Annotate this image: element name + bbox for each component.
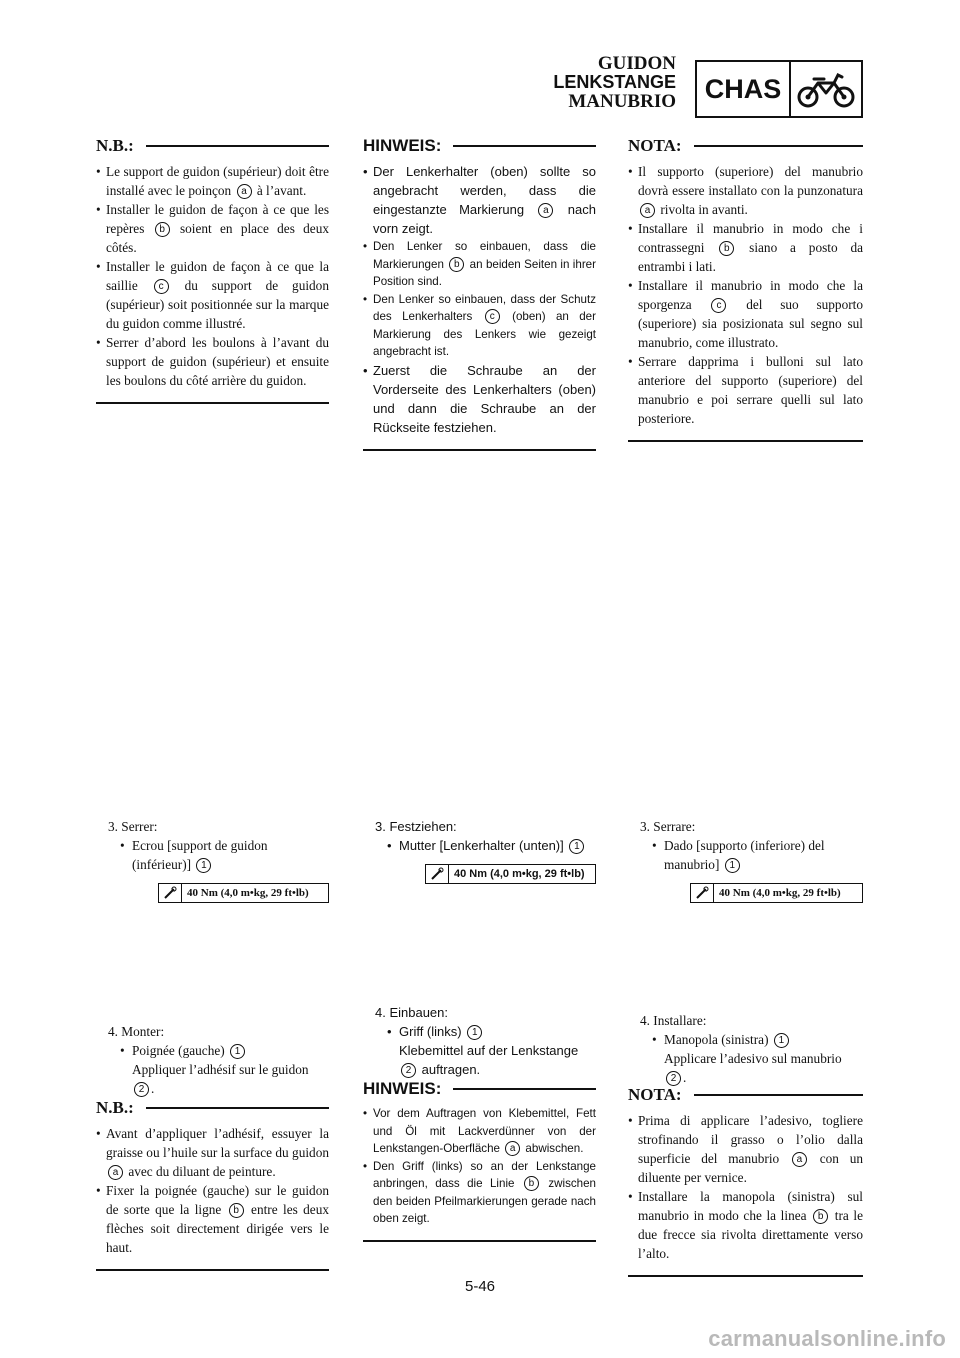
ref-marker: b — [449, 257, 464, 272]
divider — [96, 1269, 329, 1271]
note-item: • Serrer d’abord les boulons à l’avant du support de guidon (supérieur) et ensuite les boulons du côté arrière du guidon. — [96, 333, 329, 390]
note-title: NOTA: — [628, 136, 682, 155]
note-item: • Vor dem Auftragen von Klebemittel, Fett und Öl mit Lackverdünner von der Lenkstangen-Oberfläche a abwischen. — [363, 1105, 596, 1158]
step-label: 3. Serrer: — [108, 819, 158, 834]
step-label: 4. Installare: — [640, 1013, 707, 1028]
step-label: 3. Serrare: — [640, 819, 696, 834]
note-item: • Den Griff (links) so an der Lenkstange anbringen, dass die Linie b zwischen den beiden Pfeilmarkierungen gerade nach oben zeigt. — [363, 1158, 596, 1228]
note-item: • Serrare dapprima i bulloni sul lato anteriore del supporto (superiore) del manubrio e poi serrare quelli sul lato posteriore. — [628, 352, 863, 428]
header-title-it: MANUBRIO — [568, 91, 676, 112]
torque-value: 40 Nm (4,0 m•kg, 29 ft•lb) — [181, 884, 328, 902]
step-action: Klebemittel auf der Lenkstange 2 auftragen. — [399, 1043, 579, 1077]
note-title: N.B.: — [96, 136, 134, 155]
section-code: CHAS — [697, 62, 791, 116]
divider — [628, 1275, 863, 1277]
section-badge — [695, 60, 863, 118]
divider — [363, 449, 596, 451]
step-item: • Ecrou [support de guidon (inférieur)] 1 — [96, 836, 329, 874]
ref-marker: b — [719, 241, 734, 256]
ref-marker: a — [538, 203, 553, 218]
note-title: N.B.: — [96, 1098, 134, 1117]
ref-marker: b — [229, 1203, 244, 1218]
motorcycle-icon — [791, 62, 861, 116]
divider — [453, 145, 596, 147]
note-fr-2 — [96, 1098, 329, 1271]
note-item: • Fixer la poignée (gauche) sur le guidon de sorte que la ligne b entre les deux flèches soit directement dirigée vers le haut. — [96, 1181, 329, 1257]
torque-value: 40 Nm (4,0 m•kg, 29 ft•lb) — [448, 865, 595, 883]
ref-marker: a — [237, 184, 252, 199]
ref-marker: 2 — [401, 1063, 416, 1078]
divider — [628, 440, 863, 442]
note-item: • Den Lenker so einbauen, dass der Schutz des Lenkerhalters c (oben) an der Markierung des Lenkers wie gezeigt angebracht ist. — [363, 291, 596, 361]
ref-marker: a — [108, 1165, 123, 1180]
note-de-1 — [363, 136, 596, 451]
step-3-fr — [96, 817, 329, 903]
step-3-it — [628, 817, 863, 903]
note-item: • Zuerst die Schraube an der Vorderseite des Lenkerhalters (oben) und dann die Schraube an der Rückseite festziehen. — [363, 361, 596, 437]
note-title: NOTA: — [628, 1085, 682, 1104]
step-action: Appliquer l’adhésif sur le guidon 2 . — [132, 1062, 309, 1096]
divider — [363, 1240, 596, 1242]
step-item: • Dado [supporto (inferiore) del manubrio] 1 — [628, 836, 863, 874]
note-item: • Installare la manopola (sinistra) sul manubrio in modo che la linea b tra le due frecce sia rivolta direttamente verso l’alto. — [628, 1187, 863, 1263]
step-item: • Mutter [Lenkerhalter (unten)] 1 — [363, 836, 596, 855]
note-it-1 — [628, 136, 863, 442]
note-list — [628, 162, 863, 428]
step-item: • Manopola (sinistra) 1 — [628, 1030, 863, 1049]
ref-marker: b — [524, 1176, 539, 1191]
note-item: • Installare il manubrio in modo che la sporgenza c del suo supporto (superiore) sia posizionata sul segno sul manubrio, come illustrato. — [628, 276, 863, 352]
ref-marker: 1 — [230, 1044, 245, 1059]
step-label: 4. Monter: — [108, 1024, 165, 1039]
ref-marker: 1 — [467, 1025, 482, 1040]
note-item: • Avant d’appliquer l’adhésif, essuyer la graisse ou l’huile sur la surface du guidon a avec du diluant de peinture. — [96, 1124, 329, 1181]
note-title: HINWEIS: — [363, 136, 442, 155]
page-header-titles — [553, 54, 676, 111]
ref-marker: 2 — [666, 1071, 681, 1086]
note-item: • Installer le guidon de façon à ce que les repères b soient en place des deux côtés. — [96, 200, 329, 257]
ref-marker: a — [505, 1141, 520, 1156]
divider — [694, 1094, 863, 1096]
ref-marker: c — [485, 309, 500, 324]
torque-spec — [425, 864, 596, 884]
step-label: 4. Einbauen: — [375, 1005, 449, 1020]
divider — [146, 145, 329, 147]
note-item: • Le support de guidon (supérieur) doit être installé avec le poinçon a à l’avant. — [96, 162, 329, 200]
divider — [694, 145, 863, 147]
ref-marker: c — [711, 298, 726, 313]
note-list — [628, 1111, 863, 1263]
torque-spec — [158, 883, 329, 903]
header-title-fr: GUIDON — [597, 53, 676, 74]
torque-wrench-icon — [426, 865, 448, 883]
ref-marker: b — [155, 222, 170, 237]
header-title-de: LENKSTANGE — [553, 72, 676, 92]
ref-marker: a — [640, 203, 655, 218]
divider — [453, 1088, 596, 1090]
divider — [96, 402, 329, 404]
note-title: HINWEIS: — [363, 1079, 442, 1098]
note-item: • Installare il manubrio in modo che i contrassegni b siano a posto da entrambi i lati. — [628, 219, 863, 276]
note-item: • Installer le guidon de façon à ce que la saillie c du support de guidon (supérieur) soit positionnée sur la marque du guidon comme illustré. — [96, 257, 329, 333]
step-action: Applicare l’adesivo sul manubrio 2 . — [664, 1051, 842, 1085]
note-item: • Il supporto (superiore) del manubrio dovrà essere installato con la punzonatura a rivolta in avanti. — [628, 162, 863, 219]
note-item: • Den Lenker so einbauen, dass die Markierungen b an beiden Seiten in ihrer Position sind. — [363, 238, 596, 291]
note-list — [363, 1105, 596, 1228]
note-list — [96, 1124, 329, 1257]
step-4-de — [363, 1003, 596, 1079]
step-4-fr — [96, 1022, 329, 1098]
torque-spec — [690, 883, 863, 903]
ref-marker: 1 — [569, 839, 584, 854]
note-list — [96, 162, 329, 390]
step-item: • Griff (links) 1 — [363, 1022, 596, 1041]
step-item: • Poignée (gauche) 1 — [96, 1041, 329, 1060]
torque-wrench-icon — [691, 884, 713, 902]
watermark: carmanualsonline.info — [708, 1326, 946, 1351]
ref-marker: b — [813, 1209, 828, 1224]
note-item: • Prima di applicare l’adesivo, togliere strofinando il grasso o l’olio dalla superficie del manubrio a con un diluente per vernice. — [628, 1111, 863, 1187]
ref-marker: c — [154, 279, 169, 294]
note-list — [363, 162, 596, 437]
divider — [146, 1107, 329, 1109]
note-fr-1 — [96, 136, 329, 404]
step-label: 3. Festziehen: — [375, 819, 457, 834]
step-4-it — [628, 1011, 863, 1087]
note-item: • Der Lenkerhalter (oben) sollte so angebracht werden, dass die eingestanzte Markierung a nach vorn zeigt. — [363, 162, 596, 238]
ref-marker: 1 — [196, 858, 211, 873]
torque-value: 40 Nm (4,0 m•kg, 29 ft•lb) — [713, 884, 862, 902]
ref-marker: 1 — [725, 858, 740, 873]
note-it-2 — [628, 1085, 863, 1277]
ref-marker: a — [792, 1152, 807, 1167]
step-3-de — [363, 817, 596, 884]
note-de-2 — [363, 1079, 596, 1242]
ref-marker: 2 — [134, 1082, 149, 1097]
torque-wrench-icon — [159, 884, 181, 902]
page-number: 5-46 — [464, 1278, 496, 1295]
ref-marker: 1 — [774, 1033, 789, 1048]
